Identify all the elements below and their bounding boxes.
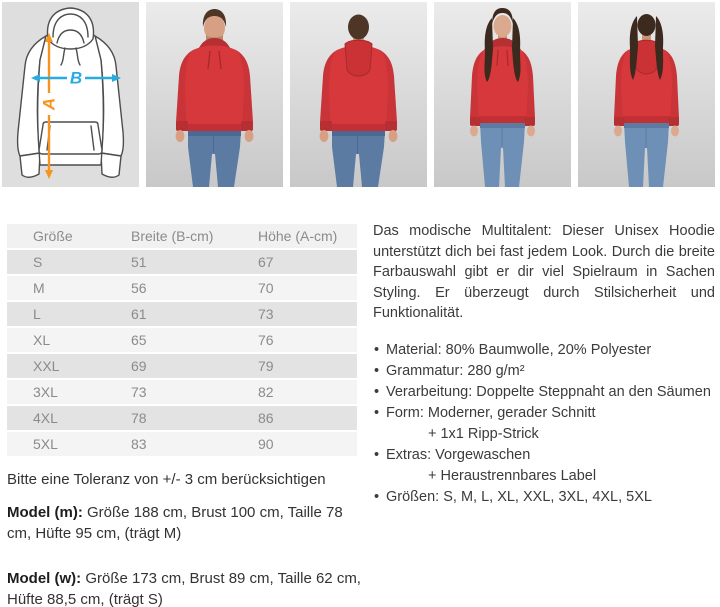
feature-grammatur — [373, 361, 715, 382]
model-m-text: Größe 188 cm, Brust 100 cm, Taille 78 cm, Hüfte 95 cm, (trägt M) — [7, 503, 343, 542]
cell-height: 70 — [258, 280, 274, 296]
cell-width: 69 — [131, 358, 147, 374]
product-photo-woman-front — [434, 2, 571, 187]
header-size: Größe — [33, 228, 73, 244]
woman-front-photo-illustration — [434, 2, 571, 187]
cell-width: 83 — [131, 436, 147, 452]
header-height: Höhe (A-cm) — [258, 228, 338, 244]
cell-width: 61 — [131, 306, 147, 322]
table-row — [7, 380, 357, 404]
size-table-header-row — [7, 224, 357, 248]
feature-text: Extras: Vorgewaschen — [386, 446, 531, 463]
model-m-note — [7, 502, 367, 545]
woman-back-photo-illustration — [578, 2, 715, 187]
cell-size: XXL — [33, 358, 60, 374]
feature-groessen — [373, 487, 715, 508]
cell-height: 79 — [258, 358, 274, 374]
cell-size: L — [33, 306, 41, 322]
cell-size: XL — [33, 332, 51, 348]
table-row — [7, 328, 357, 352]
cell-size: M — [33, 280, 45, 296]
feature-text: Verarbeitung: Doppelte Steppnaht an den Säumen — [386, 383, 711, 400]
feature-form — [373, 403, 715, 445]
cell-size: 5XL — [33, 436, 58, 452]
model-w-note — [7, 568, 367, 607]
cell-width: 51 — [131, 254, 147, 270]
man-front-photo-illustration — [146, 2, 283, 187]
feature-text: Form: Moderner, gerader Schnitt — [386, 404, 596, 421]
product-photo-woman-back — [578, 2, 715, 187]
product-photo-man-front — [146, 2, 283, 187]
table-row — [7, 432, 357, 456]
table-row — [7, 250, 357, 274]
table-row — [7, 276, 357, 300]
cell-height: 73 — [258, 306, 274, 322]
product-image-gallery — [2, 2, 715, 187]
feature-text: Material: 80% Baumwolle, 20% Polyester — [386, 341, 652, 358]
cell-height: 86 — [258, 410, 274, 426]
description-intro: Das modische Multitalent: Dieser Unisex Hoodie unterstützt dich bei fast jedem Look. Durch die breite Farbauswahl gibt er dir viel Spielraum in Sachen Styling. Er überzeugt durch Stilsicherheit und Funktionalität. — [373, 223, 715, 321]
feature-text: Größen: S, M, L, XL, XXL, 3XL, 4XL, 5XL — [386, 488, 652, 505]
feature-list — [373, 340, 715, 508]
cell-size: S — [33, 254, 43, 270]
feature-material — [373, 340, 715, 361]
feature-text: Grammatur: 280 g/m² — [386, 362, 525, 379]
tolerance-note: Bitte eine Toleranz von +/- 3 cm berücksichtigen — [7, 471, 326, 488]
hoodie-measurement-diagram-icon — [2, 2, 139, 187]
label-b: B — [69, 68, 83, 88]
cell-width: 73 — [131, 384, 147, 400]
size-table — [7, 224, 357, 458]
cell-width: 65 — [131, 332, 147, 348]
table-row — [7, 302, 357, 326]
product-photo-man-back — [290, 2, 427, 187]
size-diagram-image — [2, 2, 139, 187]
header-width: Breite (B-cm) — [131, 228, 214, 244]
cell-size: 4XL — [33, 410, 58, 426]
feature-subtext: + Heraustrennbares Label — [428, 467, 597, 484]
model-w-label: Model (w): — [7, 569, 82, 587]
cell-height: 82 — [258, 384, 274, 400]
cell-height: 67 — [258, 254, 274, 270]
cell-width: 78 — [131, 410, 147, 426]
feature-subtext: + 1x1 Ripp-Strick — [428, 425, 539, 442]
product-description — [373, 221, 715, 508]
cell-height: 90 — [258, 436, 274, 452]
cell-width: 56 — [131, 280, 147, 296]
feature-extras — [373, 445, 715, 487]
cell-height: 76 — [258, 332, 274, 348]
model-m-label: Model (m): — [7, 503, 83, 521]
cell-size: 3XL — [33, 384, 58, 400]
measurement-notes — [7, 469, 367, 607]
label-a: A — [39, 97, 59, 111]
table-row — [7, 354, 357, 378]
feature-verarbeitung — [373, 382, 715, 403]
man-back-photo-illustration — [290, 2, 427, 187]
table-row — [7, 406, 357, 430]
model-w-text: Größe 173 cm, Brust 89 cm, Taille 62 cm, Hüfte 88,5 cm, (trägt S) — [7, 569, 361, 607]
